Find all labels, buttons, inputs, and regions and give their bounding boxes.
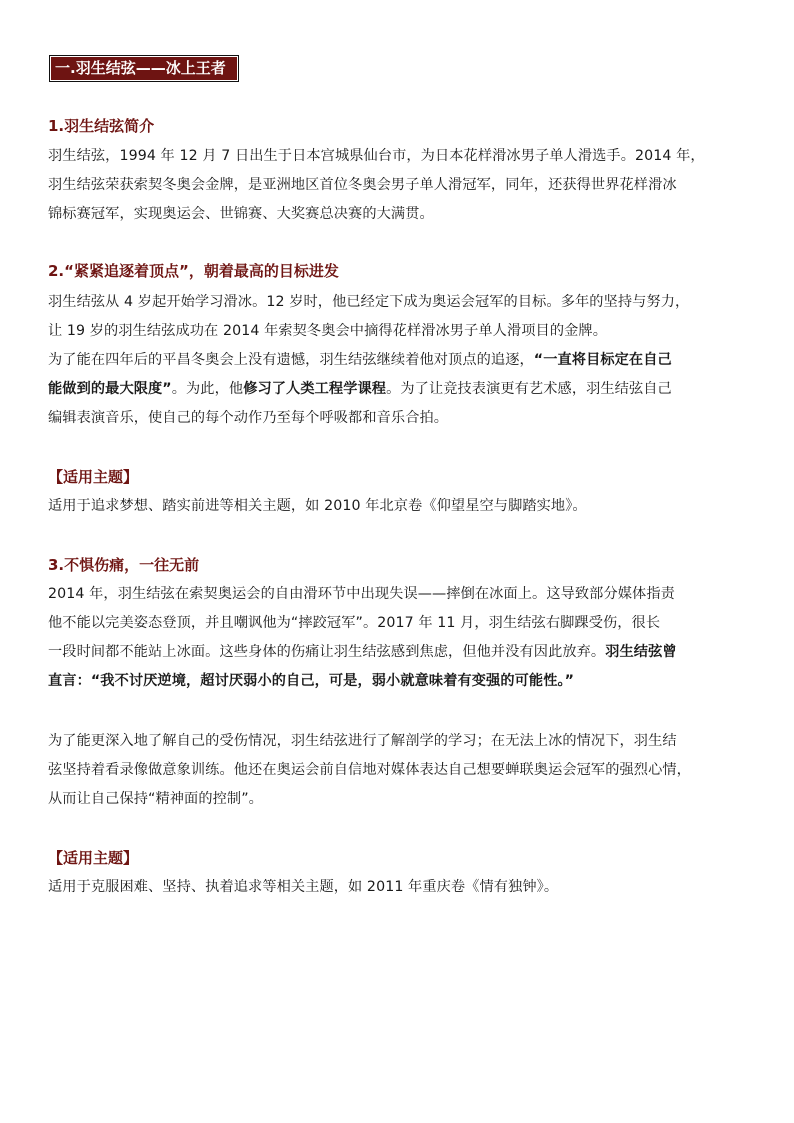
- paragraph-line: [48, 638, 753, 667]
- paragraph-line: 2014 年，羽生结弦在索契奥运会的自由滑环节中出现失误——摔倒在冰面上。这导致部分媒体指责: [48, 586, 675, 602]
- theme-2-heading: 【适用主题】: [48, 849, 139, 867]
- section-2-heading: 2.“紧紧追逐着顶点”，朝着最高的目标进发: [48, 262, 339, 280]
- section-2-paragraph-2: [48, 346, 753, 433]
- paragraph-line: 他不能以完美姿态登顶，并且嘲讽他为“摔跤冠军”。2017 年 11 月，羽生结弦右脚踝受伤，很长: [48, 615, 661, 631]
- quote-bold: 羽生结弦曾: [605, 644, 677, 660]
- theme-2-text: 适用于克服困难、坚持、执着追求等相关主题，如 2011 年重庆卷《情有独钟》。: [48, 879, 559, 895]
- emphasis-bold: 修习了人类工程学课程: [243, 381, 387, 397]
- section-3-heading: 3.不惧伤痛，一往无前: [48, 556, 200, 574]
- section-1-paragraph: [48, 142, 753, 229]
- plain-text: 。为此，他: [171, 381, 244, 397]
- theme-1-heading: 【适用主题】: [48, 468, 139, 486]
- quote-bold: 能做到的最大限度”: [48, 381, 172, 397]
- title-banner: [49, 55, 239, 82]
- section-3-paragraph-2: [48, 727, 753, 814]
- section-2-paragraph-1: [48, 288, 753, 346]
- paragraph-line: [48, 346, 753, 375]
- quote-bold-line: 直言：“我不讨厌逆境，超讨厌弱小的自己，可是，弱小就意味着有变强的可能性。”: [48, 673, 575, 689]
- section-3-paragraph-1: [48, 580, 753, 696]
- plain-text: 。为了让竞技表演更有艺术感，羽生结弦自己: [386, 381, 672, 397]
- paragraph-line: 羽生结弦从 4 岁起开始学习滑冰。12 岁时，他已经定下成为奥运会冠军的目标。多年的坚持与努力，: [48, 294, 690, 310]
- plain-text: 一段时间都不能站上冰面。这些身体的伤痛让羽生结弦感到焦虑，但他并没有因此放弃。: [48, 644, 606, 660]
- paragraph-line: 锦标赛冠军，实现奥运会、世锦赛、大奖赛总决赛的大满贯。: [48, 206, 434, 222]
- paragraph-line: [48, 375, 753, 404]
- paragraph-line: 羽生结弦，1994 年 12 月 7 日出生于日本宫城県仙台市，为日本花样滑冰男子单人滑选手。2014 年，: [48, 148, 705, 164]
- paragraph-line: 羽生结弦荣获索契冬奥会金牌，是亚洲地区首位冬奥会男子单人滑冠军，同年，还获得世界花样滑冰: [48, 177, 677, 193]
- page-title: 一.羽生结弦——冰上王者: [55, 59, 226, 77]
- theme-1-text: 适用于追求梦想、踏实前进等相关主题，如 2010 年北京卷《仰望星空与脚踏实地》。: [48, 498, 587, 514]
- quote-bold: “一直将目标定在自己: [533, 352, 672, 368]
- paragraph-line: 弦坚持着看录像做意象训练。他还在奥运会前自信地对媒体表达自己想要蝉联奥运会冠军的强烈心情，: [48, 762, 691, 778]
- paragraph-line: 编辑表演音乐，使自己的每个动作乃至每个呼吸都和音乐合拍。: [48, 410, 449, 426]
- paragraph-line: 为了能更深入地了解自己的受伤情况，羽生结弦进行了解剖学的学习；在无法上冰的情况下，羽生结: [48, 733, 677, 749]
- paragraph-line: 从而让自己保持“精神面的控制”。: [48, 791, 263, 807]
- paragraph-line: 让 19 岁的羽生结弦成功在 2014 年索契冬奥会中摘得花样滑冰男子单人滑项目的金牌。: [48, 323, 607, 339]
- section-1-heading: 1.羽生结弦简介: [48, 117, 155, 135]
- plain-text: 为了能在四年后的平昌冬奥会上没有遗憾，羽生结弦继续着他对顶点的追逐，: [48, 352, 534, 368]
